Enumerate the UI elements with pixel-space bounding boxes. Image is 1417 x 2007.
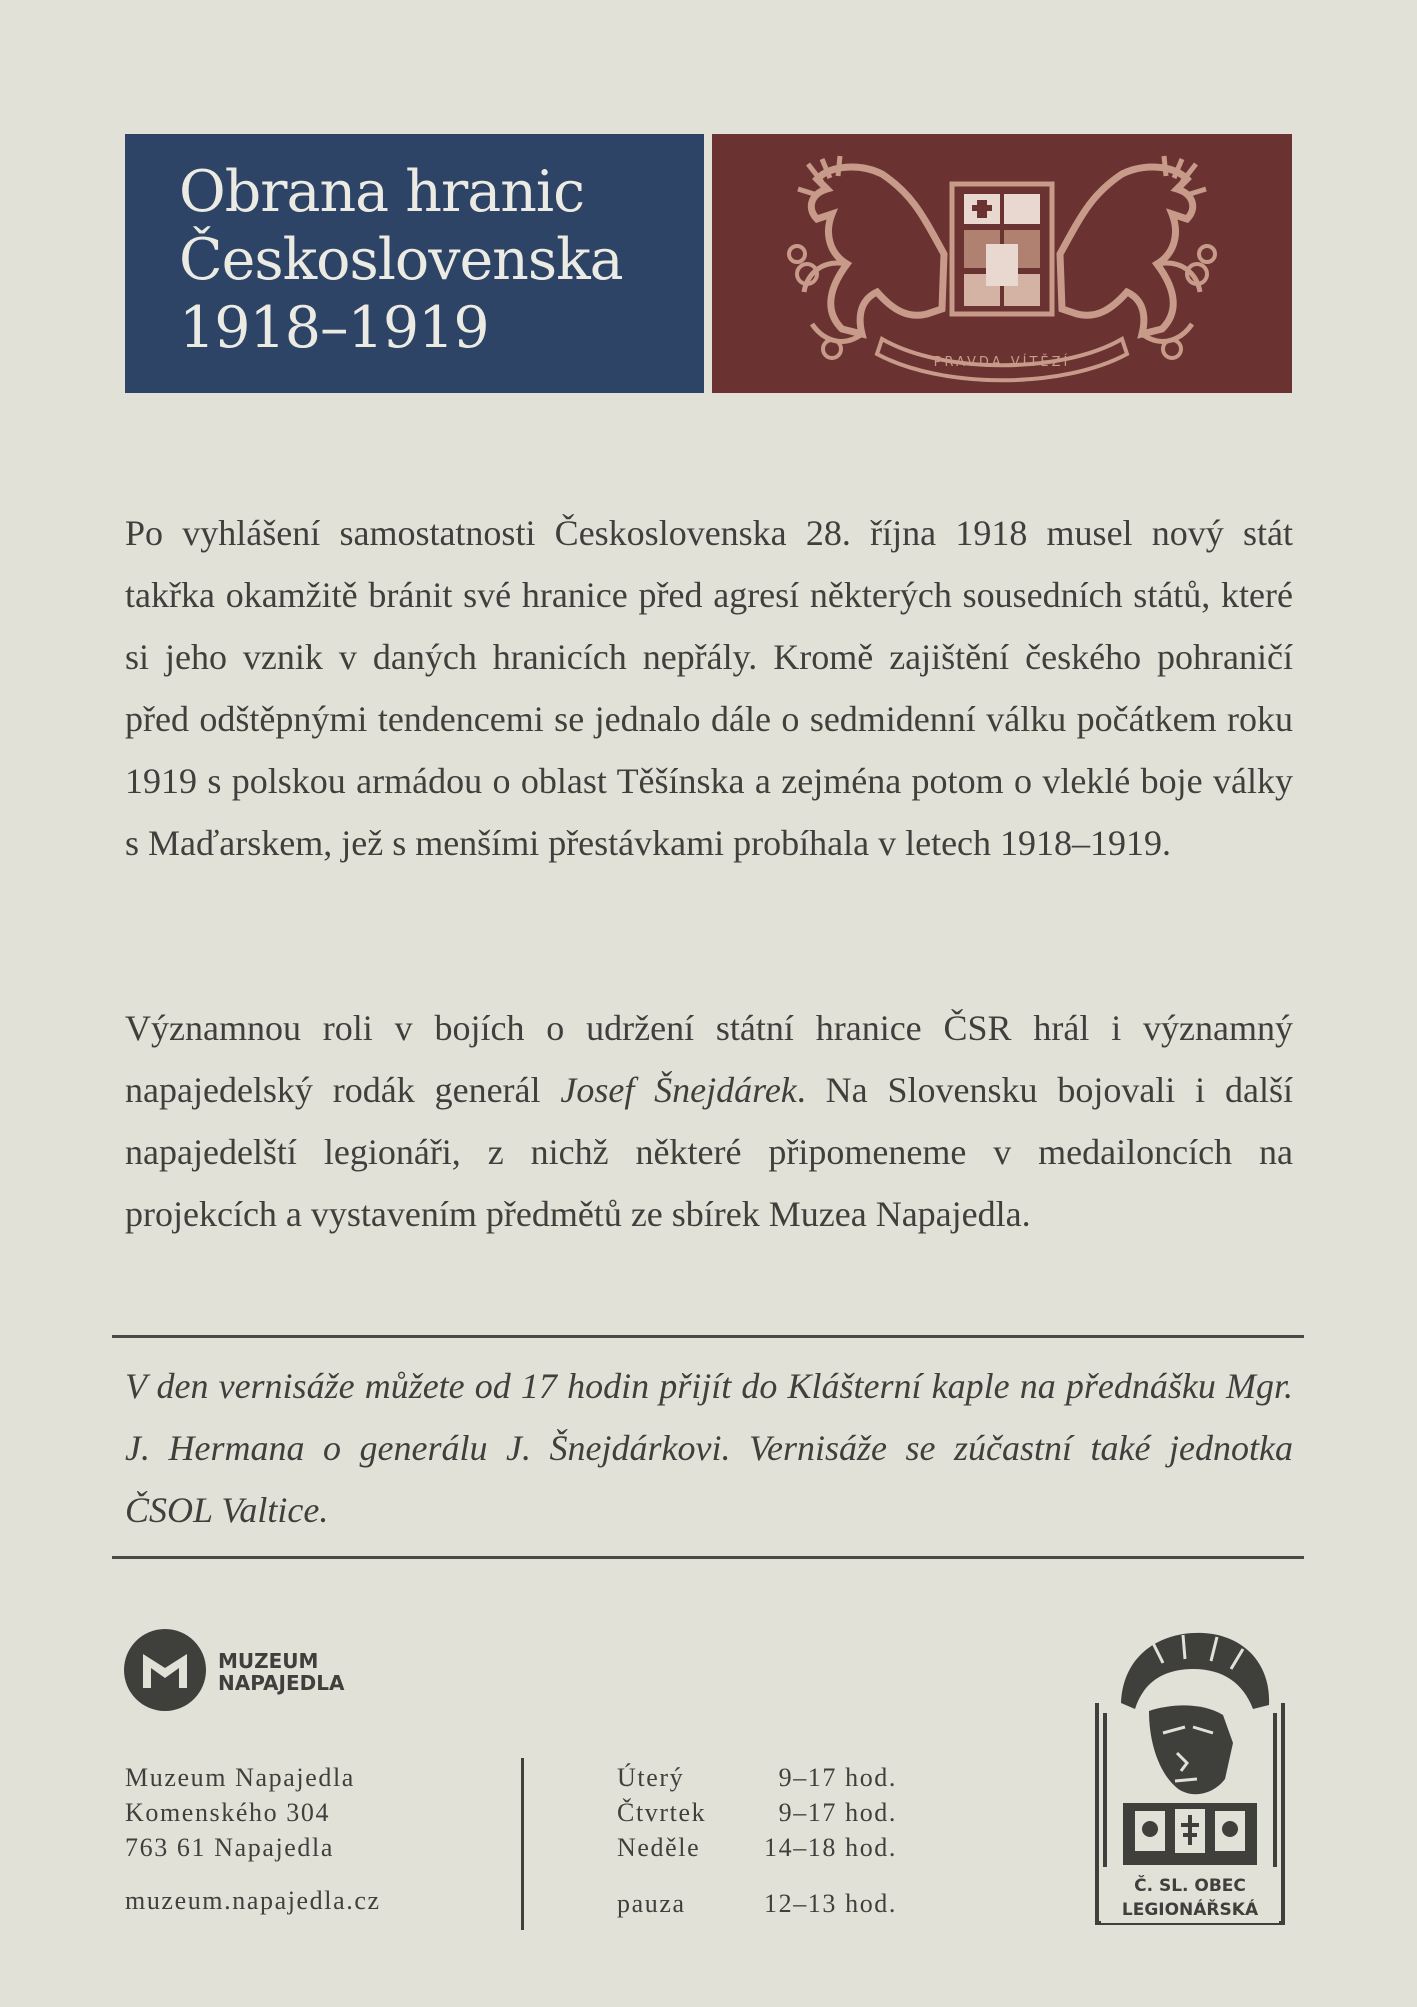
museum-logo-icon	[123, 1628, 209, 1714]
title-line-2: Československa	[179, 227, 623, 293]
address-city: 763 61 Napajedla	[125, 1833, 334, 1862]
intro-paragraph: Po vyhlášení samostatnosti Československa 28. října 1918 musel nový stát takřka okamžitě bránit své hranice před agresí některých sousedních států, které si jeho vznik v daných hranicích nepřály. Kromě zajištění českého pohraničí před odštěpnými tendencemi se jednalo dále o sedmidenní válku počátkem roku 1919 s polskou armádou o oblast Těšínska a zejména potom o vleklé boje války s Maďarskem, jež s menšími přestávkami probíhala v letech 1918–1919.	[125, 513, 1293, 863]
legion-logo-line2: LEGIONÁŘSKÁ	[1121, 1900, 1259, 1920]
legion-logo	[1093, 1623, 1287, 1928]
opening-hours	[617, 1760, 907, 1921]
legion-logo-line1: Č. SL. OBEC	[1134, 1876, 1246, 1896]
title-line-3: 1918–1919	[179, 295, 489, 361]
title-panel	[125, 134, 704, 393]
pause-time: 12–13 hod.	[764, 1889, 897, 1918]
pause-label: pauza	[617, 1889, 686, 1918]
address-street: Komenského 304	[125, 1798, 331, 1827]
coat-of-arms-motto: PRAVDA VÍTĚZÍ	[933, 355, 1071, 370]
website-link[interactable]: muzeum.napajedla.cz	[125, 1886, 381, 1915]
museum-logo-line2: NAPAJEDLA	[218, 1671, 345, 1695]
museum-logo	[123, 1628, 383, 1714]
title-line-1: Obrana hranic	[179, 159, 585, 225]
vernissage-notice: V den vernisáže můžete od 17 hodin přijít do Klášterní kaple na přednášku Mgr. J. Hermana o generálu J. Šnejdárkovi. Vernisáže se zúčastní také jednotka ČSOL Valtice.	[125, 1366, 1293, 1530]
divider-bottom	[112, 1556, 1304, 1559]
address-name: Muzeum Napajedla	[125, 1763, 355, 1792]
pause-row	[617, 1886, 907, 1921]
coat-of-arms-icon	[712, 134, 1292, 393]
hours-day: Čtvrtek	[617, 1798, 707, 1827]
divider-top	[112, 1335, 1304, 1338]
hours-time: 9–17 hod.	[778, 1763, 897, 1792]
coat-of-arms-panel	[712, 134, 1292, 393]
hours-row	[617, 1760, 907, 1795]
hours-row	[617, 1795, 907, 1830]
hours-day: Neděle	[617, 1833, 701, 1862]
legionnaire-emblem-icon	[1093, 1623, 1287, 1928]
footer-separator	[521, 1758, 524, 1930]
general-name: Josef Šnejdárek	[560, 1070, 797, 1110]
museum-address	[125, 1760, 355, 1865]
hours-day: Úterý	[617, 1763, 685, 1792]
paragraph-text-before: Významnou roli v bojích o udržení státní hranice ČSR hrál i významný napajedelský rodák generál	[125, 1008, 1293, 1110]
museum-logo-text	[218, 1650, 344, 1694]
snejdarek-paragraph	[125, 997, 1293, 1245]
hours-time: 14–18 hod.	[764, 1833, 897, 1862]
hours-time: 9–17 hod.	[778, 1798, 897, 1827]
paragraph-text-after: . Na Slovensku bojovali i další napajedelští legionáři, z nichž některé připomeneme v medailoncích na projekcích a vystavením předmětů ze sbírek Muzea Napajedla.	[125, 1070, 1293, 1234]
museum-logo-line1: MUZEUM	[218, 1649, 319, 1673]
hours-row	[617, 1830, 907, 1865]
